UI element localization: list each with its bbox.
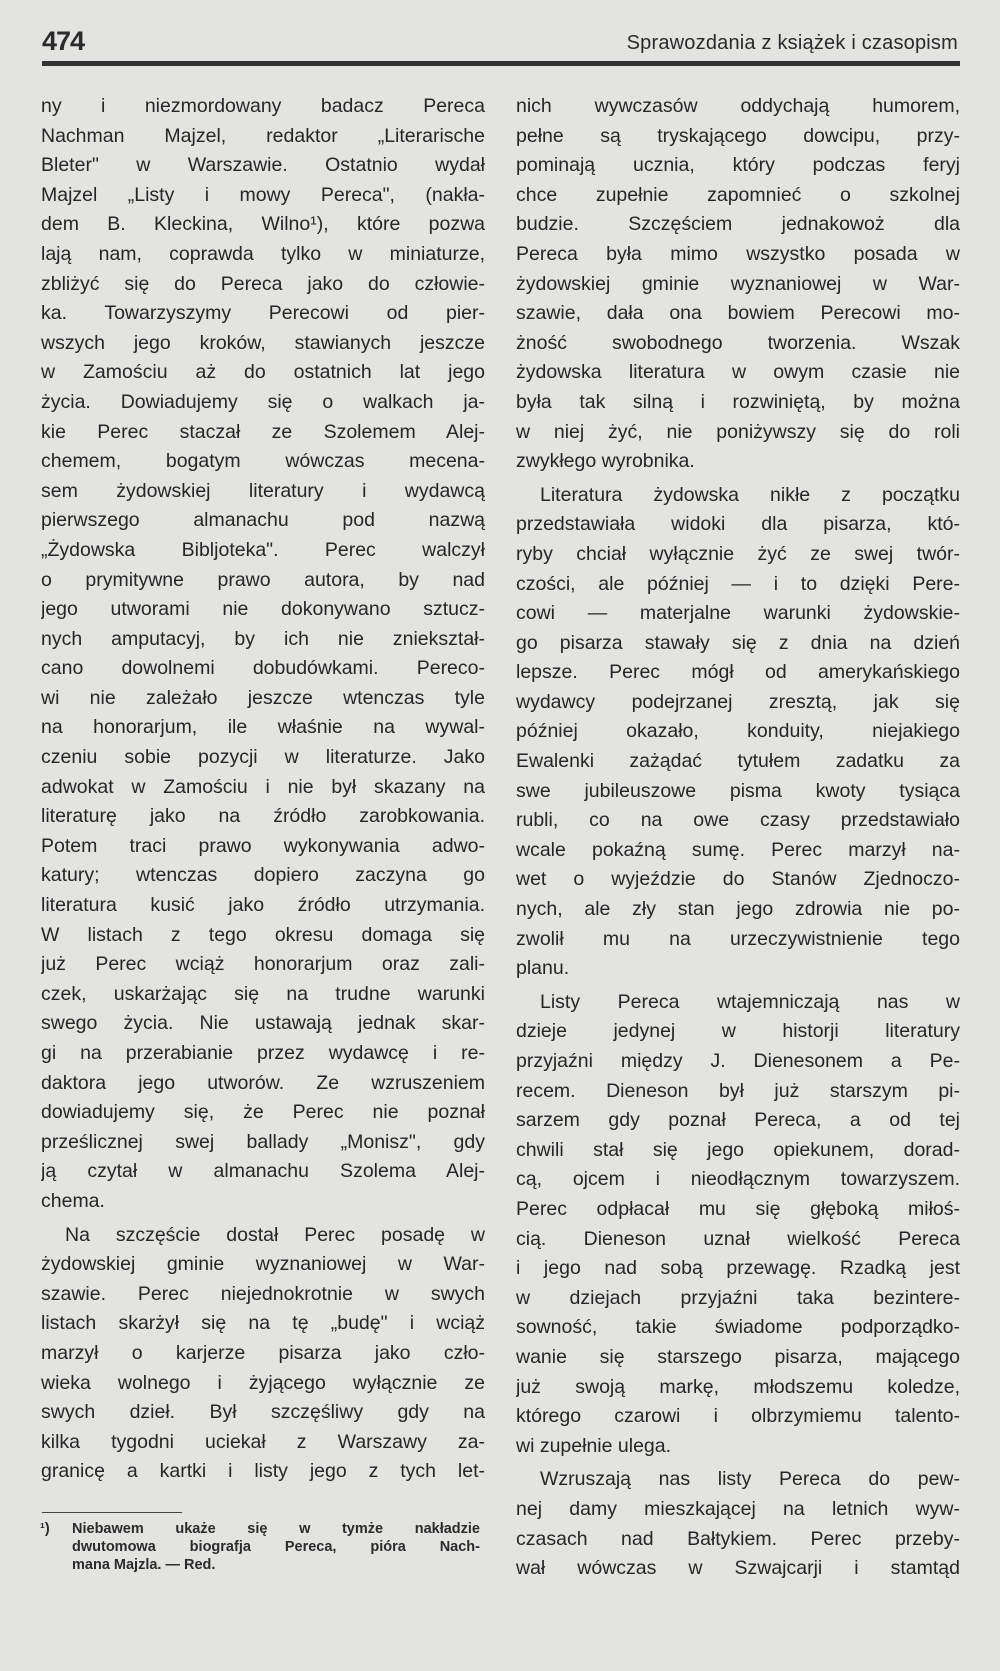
- text-line: lają nam, coprawda tylko w miniaturze,: [41, 242, 485, 265]
- text-line: katury; wtenczas dopiero zaczyna go: [41, 864, 485, 887]
- text-line: szawie. Perec niejednokrotnie w swych: [41, 1282, 485, 1305]
- footnote: [40, 1520, 480, 1574]
- text-line: wanie się starszego pisarza, mającego: [516, 1345, 960, 1368]
- text-line: zwolił mu na urzeczywistnienie tego: [516, 927, 960, 950]
- text-line: żydowskiej gminie wyznaniowej w War-: [516, 272, 960, 295]
- text-line: recem. Dieneson był już starszym pi-: [516, 1079, 960, 1102]
- text-line: nich wywczasów oddychają humorem,: [516, 95, 960, 117]
- text-line: o prymitywne prawo autora, by nad: [41, 568, 485, 591]
- text-line: pierwszego almanachu pod nazwą: [41, 509, 485, 532]
- text-line: swego życia. Nie ustawają jednak skar-: [41, 1012, 485, 1035]
- text-line: czasach nad Bałtykiem. Perec przeby-: [516, 1527, 960, 1550]
- text-line: Literatura żydowska nikłe z początku: [540, 483, 960, 506]
- text-line: literatura kusić jako źródło utrzymania.: [41, 894, 485, 917]
- text-line: Potem traci prawo wykonywania adwo-: [41, 834, 485, 857]
- text-line: pełne są tryskającego dowcipu, przy-: [516, 124, 960, 147]
- text-line: wi zupełnie ulega.: [516, 1434, 672, 1457]
- paragraph: [41, 92, 485, 1217]
- right-column: [516, 92, 960, 1584]
- text-line: chwili stał się jego opiekunem, dorad-: [516, 1138, 960, 1161]
- header-rule: [42, 61, 960, 66]
- text-line: Listy Pereca wtajemniczają nas w: [540, 990, 960, 1013]
- text-line: czeniu sobie pozycji w literaturze. Jako: [41, 746, 485, 769]
- text-line: sarzem gdy poznał Pereca, a od tej: [516, 1109, 960, 1132]
- text-line: Na szczęście dostał Perec posadę w: [65, 1223, 485, 1246]
- footnote-line: Niebawem ukaże się w tymże nakładzie: [72, 1521, 480, 1537]
- text-line: listach skarżył się na tę „budę" i wciąż: [41, 1312, 485, 1335]
- text-line: Wzruszają nas listy Pereca do pew-: [540, 1468, 960, 1491]
- text-line: była tak silną i rozwiniętą, by można: [516, 390, 960, 413]
- text-line: literaturę jako na źródło zarobkowania.: [41, 805, 485, 828]
- text-line: zwykłego wyrobnika.: [516, 450, 695, 473]
- text-line: dowiadujemy się, że Perec nie poznał: [41, 1101, 485, 1124]
- text-line: chce zupełnie zapomnieć o szkolnej: [516, 183, 960, 206]
- text-line: nych amputacyj, by ich nie zniekształ-: [41, 627, 485, 650]
- text-line: Pereca była mimo wszystko posada w: [516, 242, 960, 265]
- text-line: w Zamościu aż do ostatnich lat jego: [41, 361, 485, 384]
- text-line: Bleter" w Warszawie. Ostatnio wydał: [41, 154, 485, 177]
- text-line: jego utworami nie dokonywano sztucz-: [41, 598, 485, 621]
- text-line: Nachman Majzel, redaktor „Literarische: [41, 124, 485, 147]
- text-line: budzie. Szczęściem jednakowoż dla: [516, 213, 960, 236]
- text-line: wał wówczas w Szwajcarji i stamtąd: [516, 1557, 960, 1580]
- text-line: gi na przerabianie przez wydawcę i re-: [41, 1042, 485, 1064]
- text-line: już Perec wciąż honorarjum oraz zali-: [41, 953, 485, 976]
- text-line: chema.: [41, 1189, 105, 1212]
- text-line: marzył o karjerze pisarza jako czło-: [41, 1341, 485, 1364]
- text-line: ny i niezmordowany badacz Pereca: [41, 95, 485, 117]
- text-line: Majzel „Listy i mowy Pereca", (nakła-: [41, 183, 485, 206]
- text-line: nych, ale zły stan jego zdrowia nie po-: [516, 898, 960, 921]
- text-line: którego czarowi i olbrzymiemu talento-: [516, 1405, 960, 1428]
- text-line: swe jubileuszowe pisma kwoty tysiąca: [516, 779, 960, 802]
- paragraph: [516, 1465, 960, 1583]
- text-line: lepsze. Perec mógł od amerykańskiego: [516, 661, 960, 684]
- text-line: planu.: [516, 957, 570, 980]
- text-line: żydowskiej gminie wyznaniowej w War-: [41, 1253, 485, 1276]
- text-line: sem żydowskiej literatury i wydawcą: [41, 479, 485, 502]
- text-line: granicę a kartki i listy jego z tych let-: [41, 1460, 485, 1483]
- text-line: pominają ucznia, który podczas feryj: [516, 154, 960, 177]
- text-line: cowi — materjalne warunki żydowskie-: [516, 602, 960, 625]
- text-line: swych dzieł. Był szczęśliwy gdy na: [41, 1401, 485, 1424]
- footnote-text: [72, 1520, 480, 1574]
- left-column: [41, 92, 485, 1487]
- text-line: kilka tygodni uciekał z Warszawy za-: [41, 1430, 485, 1453]
- text-line: wieka wolnego i żyjącego wyłącznie ze: [41, 1371, 485, 1394]
- running-title: Sprawozdania z książek i czasopism: [626, 32, 958, 54]
- text-line: i jego nad sobą przewagę. Rzadką jest: [516, 1257, 960, 1280]
- text-line: Ewalenki zażądać tytułem zadatku za: [516, 750, 960, 773]
- text-line: „Żydowska Bibljoteka". Perec walczył: [41, 538, 485, 561]
- text-line: cano dowolnemi dobudówkami. Pereco-: [41, 657, 485, 680]
- text-line: nej damy mieszkającej na letnich wyw-: [516, 1497, 960, 1520]
- text-line: dzieje jedynej w historji literatury: [516, 1020, 960, 1043]
- text-line: wydawcy podejrzanej zresztą, jak się: [516, 690, 960, 713]
- page-number: 474: [42, 26, 85, 56]
- paragraph: [41, 1221, 485, 1487]
- text-line: wszych jego kroków, stawianych jeszcze: [41, 331, 485, 354]
- text-line: rubli, co na owe czasy przedstawiało: [516, 809, 960, 832]
- text-line: zbliżyć się do Pereca jako do człowie-: [41, 272, 485, 295]
- text-line: przedstawiała widoki dla pisarza, któ-: [516, 513, 960, 536]
- text-line: wcale pokaźną sumę. Perec marzył na-: [516, 838, 960, 861]
- footnote-line: dwutomowa biografja Pereca, pióra Nach-: [72, 1539, 480, 1555]
- text-line: sowność, takie świadome podporządko-: [516, 1316, 960, 1339]
- text-line: adwokat w Zamościu i nie był skazany na: [41, 775, 485, 798]
- text-line: czości, ale później — i to dzięki Pere-: [516, 572, 960, 595]
- paragraph: [516, 481, 960, 984]
- paragraph: [516, 92, 960, 477]
- text-line: ka. Towarzyszymy Perecowi od pier-: [41, 302, 485, 325]
- text-line: szawie, dała ona bowiem Perecowi mo-: [516, 302, 960, 325]
- text-line: chemem, bogatym wówczas mecena-: [41, 450, 485, 473]
- text-line: cą, ojcem i nieodłącznym towarzyszem.: [516, 1168, 960, 1191]
- text-line: żność swobodnego tworzenia. Wszak: [516, 331, 960, 354]
- text-line: cią. Dieneson uznał wielkość Pereca: [516, 1227, 960, 1250]
- text-line: ją czytał w almanachu Szolema Alej-: [41, 1160, 485, 1183]
- text-line: w dziejach przyjaźni taka bezintere-: [516, 1286, 960, 1309]
- footnote-divider: [42, 1512, 182, 1513]
- text-line: czek, uskarżając się na trudne warunki: [41, 982, 485, 1005]
- paragraph: [516, 988, 960, 1462]
- text-line: go pisarza stawały się z dnia na dzień: [516, 631, 960, 654]
- footnote-line: mana Majzla. — Red.: [72, 1557, 216, 1573]
- text-line: już swoją markę, młodszemu koledze,: [516, 1375, 960, 1398]
- text-line: życia. Dowiadujemy się o walkach ja-: [41, 390, 485, 413]
- text-line: w niej żyć, nie poniżywszy się do roli: [516, 420, 960, 443]
- text-line: daktora jego utworów. Ze wzruszeniem: [41, 1071, 485, 1094]
- text-line: ryby chciał wyłącznie żyć ze swej twór-: [516, 542, 960, 565]
- text-line: dem B. Kleckina, Wilno¹), które pozwa: [41, 213, 485, 236]
- text-line: prześlicznej swej ballady „Monisz", gdy: [41, 1130, 485, 1153]
- text-line: żydowska literatura w owym czasie nie: [516, 361, 960, 384]
- text-line: wi nie zależało jeszcze wtenczas tyle: [41, 686, 485, 709]
- text-line: wet o wyjeździe do Stanów Zjednoczo-: [516, 868, 960, 891]
- text-line: na honorarjum, ile właśnie na wywal-: [41, 716, 485, 739]
- text-line: Perec odpłacał mu się głęboką miłoś-: [516, 1197, 960, 1220]
- text-line: kie Perec staczał ze Szolemem Alej-: [41, 420, 485, 443]
- text-line: W listach z tego okresu domaga się: [41, 923, 485, 946]
- footnote-marker: ¹): [40, 1521, 50, 1537]
- text-line: później okazało, konduity, niejakiego: [516, 720, 960, 743]
- text-line: przyjaźni między J. Dienesonem a Pe-: [516, 1050, 960, 1072]
